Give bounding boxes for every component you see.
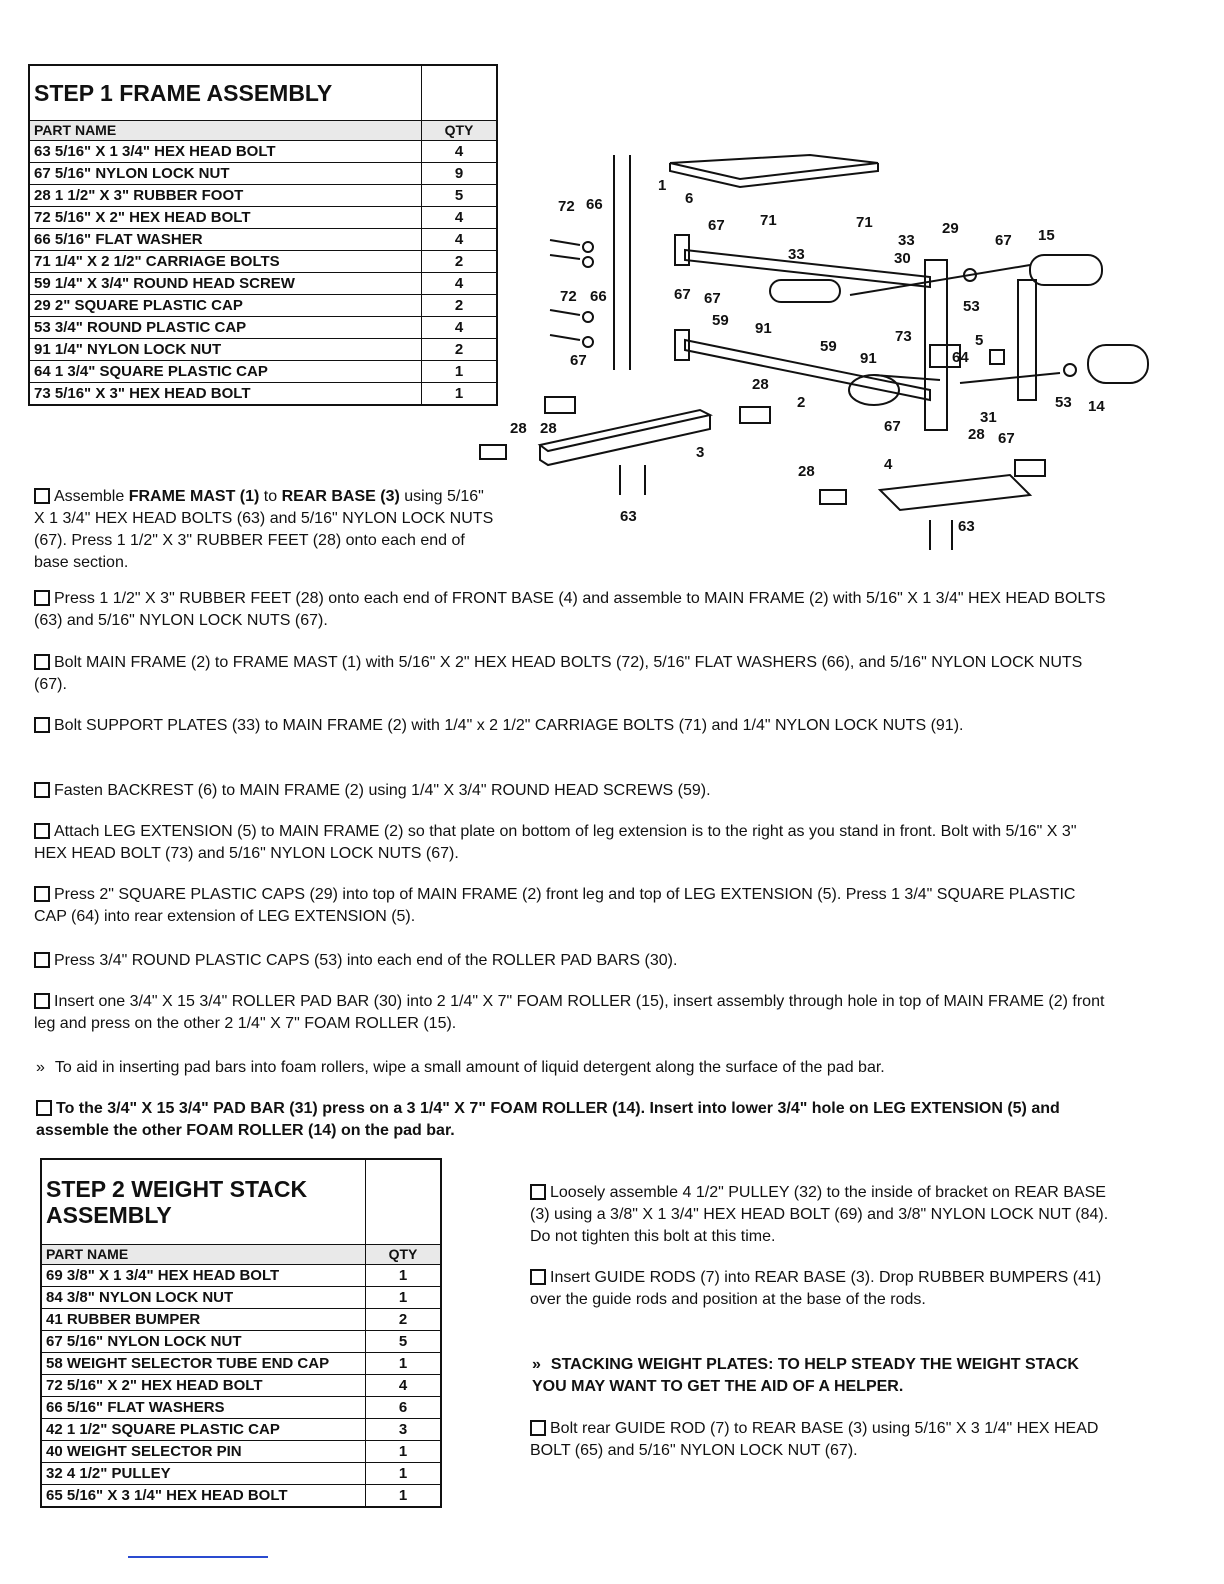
step1-title: STEP 1 FRAME ASSEMBLY bbox=[29, 65, 422, 121]
part-callout: 28 bbox=[510, 420, 527, 437]
part-callout: 67 bbox=[884, 418, 901, 435]
part-callout: 63 bbox=[620, 508, 637, 525]
qty-cell: 4 bbox=[366, 1375, 442, 1397]
step1-instruction-1: Assemble FRAME MAST (1) to REAR BASE (3) using 5/16" X 1 3/4" HEX HEAD BOLTS (63) and 5/16" NYLON LOCK NUTS (67). Press 1 1/2" X 3" RUBBER FEET (28) onto each end of base section. bbox=[34, 488, 494, 571]
qty-cell: 1 bbox=[422, 383, 498, 406]
table-row bbox=[29, 295, 497, 317]
step1-tip: » To aid in inserting pad bars into foam rollers, wipe a small amount of liquid detergent along the surface of the pad bar. bbox=[36, 1059, 885, 1076]
part-callout: 30 bbox=[894, 250, 911, 267]
table-row bbox=[29, 229, 497, 251]
step2-parts-table bbox=[40, 1158, 442, 1508]
qty-cell: 1 bbox=[366, 1485, 442, 1508]
checkbox[interactable] bbox=[530, 1420, 546, 1436]
step1-instruction-4: Bolt SUPPORT PLATES (33) to MAIN FRAME (2) with 1/4" x 2 1/2" CARRIAGE BOLTS (71) and 1/4" NYLON LOCK NUTS (91). bbox=[34, 715, 1110, 737]
qty-cell: 1 bbox=[366, 1463, 442, 1485]
part-name-cell: 84 3/8" NYLON LOCK NUT bbox=[41, 1287, 366, 1309]
part-name-cell: 41 RUBBER BUMPER bbox=[41, 1309, 366, 1331]
part-name-cell: 73 5/16" X 3" HEX HEAD BOLT bbox=[29, 383, 422, 406]
part-callout: 72 bbox=[560, 288, 577, 305]
step2-title-line2: ASSEMBLY bbox=[46, 1202, 172, 1228]
table-row bbox=[41, 1287, 441, 1309]
step1-instruction-7: Press 2" SQUARE PLASTIC CAPS (29) into top of MAIN FRAME (2) front leg and top of LEG EXTENSION (5). Press 1 3/4" SQUARE PLASTIC CAP (64) into rear extension of LEG EXTENSION (5). bbox=[34, 886, 1076, 925]
bullet-icon: » bbox=[532, 1356, 541, 1373]
qty-header: QTY bbox=[422, 121, 498, 141]
part-callout: 91 bbox=[755, 320, 772, 337]
part-callout: 53 bbox=[963, 298, 980, 315]
checkbox[interactable] bbox=[34, 488, 50, 504]
checkbox[interactable] bbox=[34, 654, 50, 670]
part-name-cell: 32 4 1/2" PULLEY bbox=[41, 1463, 366, 1485]
part-callout: 72 bbox=[558, 198, 575, 215]
table-row bbox=[41, 1485, 441, 1508]
part-name-header: PART NAME bbox=[41, 1245, 366, 1265]
part-name-cell: 91 1/4" NYLON LOCK NUT bbox=[29, 339, 422, 361]
table-row bbox=[41, 1397, 441, 1419]
qty-cell: 1 bbox=[422, 361, 498, 383]
table-row bbox=[29, 339, 497, 361]
bottom-rule bbox=[128, 1556, 268, 1558]
qty-cell: 5 bbox=[366, 1331, 442, 1353]
part-name-cell: 29 2" SQUARE PLASTIC CAP bbox=[29, 295, 422, 317]
qty-cell: 3 bbox=[366, 1419, 442, 1441]
part-name-cell: 42 1 1/2" SQUARE PLASTIC CAP bbox=[41, 1419, 366, 1441]
table-row bbox=[41, 1463, 441, 1485]
checkbox[interactable] bbox=[530, 1269, 546, 1285]
part-callout: 53 bbox=[1055, 394, 1072, 411]
step1-instruction-2: Press 1 1/2" X 3" RUBBER FEET (28) onto each end of FRONT BASE (4) and assemble to MAIN FRAME (2) with 5/16" X 1 3/4" HEX HEAD BOLTS (63) and 5/16" NYLON LOCK NUTS (67). bbox=[34, 590, 1106, 629]
part-callout: 1 bbox=[658, 177, 667, 194]
part-callout: 14 bbox=[1088, 398, 1105, 415]
part-callout: 67 bbox=[704, 290, 721, 307]
table-row bbox=[41, 1441, 441, 1463]
qty-cell: 2 bbox=[366, 1309, 442, 1331]
checkbox[interactable] bbox=[34, 782, 50, 798]
part-callout: 63 bbox=[958, 518, 975, 535]
part-callout: 71 bbox=[856, 214, 873, 231]
table-row bbox=[41, 1353, 441, 1375]
part-callout: 31 bbox=[980, 409, 997, 426]
checkbox[interactable] bbox=[34, 993, 50, 1009]
step1-parts-table bbox=[28, 64, 498, 406]
part-callout: 3 bbox=[696, 444, 705, 461]
part-callout: 29 bbox=[942, 220, 959, 237]
part-callout: 67 bbox=[998, 430, 1015, 447]
step1-instruction-6: Attach LEG EXTENSION (5) to MAIN FRAME (2) so that plate on bottom of leg extension is to the right as you stand in front. Bolt with 5/16" X 3" HEX HEAD BOLT (73) and 5/16" NYLON LOCK NUTS (67). bbox=[34, 823, 1077, 862]
part-name-cell: 59 1/4" X 3/4" ROUND HEAD SCREW bbox=[29, 273, 422, 295]
qty-cell: 4 bbox=[422, 229, 498, 251]
part-name-cell: 28 1 1/2" X 3" RUBBER FOOT bbox=[29, 185, 422, 207]
part-callout: 59 bbox=[820, 338, 837, 355]
part-callout: 59 bbox=[712, 312, 729, 329]
step2-title-line1: STEP 2 WEIGHT STACK bbox=[46, 1176, 308, 1202]
bullet-icon: » bbox=[36, 1059, 45, 1076]
qty-cell: 4 bbox=[422, 273, 498, 295]
part-callout: 5 bbox=[975, 332, 984, 349]
part-callout: 15 bbox=[1038, 227, 1055, 244]
part-name-cell: 63 5/16" X 1 3/4" HEX HEAD BOLT bbox=[29, 141, 422, 163]
table-row bbox=[41, 1375, 441, 1397]
part-callout: 28 bbox=[752, 376, 769, 393]
qty-cell: 5 bbox=[422, 185, 498, 207]
table-row bbox=[29, 317, 497, 339]
table-row bbox=[41, 1265, 441, 1287]
table-row bbox=[41, 1309, 441, 1331]
part-callout: 73 bbox=[895, 328, 912, 345]
part-callout: 71 bbox=[760, 212, 777, 229]
part-name-cell: 53 3/4" ROUND PLASTIC CAP bbox=[29, 317, 422, 339]
qty-cell: 2 bbox=[422, 339, 498, 361]
part-name-cell: 72 5/16" X 2" HEX HEAD BOLT bbox=[41, 1375, 366, 1397]
table-row bbox=[41, 1419, 441, 1441]
checkbox[interactable] bbox=[34, 886, 50, 902]
part-callout: 67 bbox=[708, 217, 725, 234]
step2-instruction-2: Insert GUIDE RODS (7) into REAR BASE (3). Drop RUBBER BUMPERS (41) over the guide rods and position at the base of the rods. bbox=[530, 1269, 1102, 1308]
qty-cell: 1 bbox=[366, 1441, 442, 1463]
step2-last-instruction: Bolt rear GUIDE ROD (7) to REAR BASE (3) using 5/16" X 3 1/4" HEX HEAD BOLT (65) and 5/16" NYLON LOCK NUT (67). bbox=[530, 1420, 1099, 1459]
qty-cell: 9 bbox=[422, 163, 498, 185]
checkbox[interactable] bbox=[34, 952, 50, 968]
part-callout: 28 bbox=[968, 426, 985, 443]
qty-cell: 1 bbox=[366, 1265, 442, 1287]
step1-instruction-8: Press 3/4" ROUND PLASTIC CAPS (53) into each end of the ROLLER PAD BARS (30). bbox=[34, 950, 1110, 972]
qty-cell: 2 bbox=[422, 251, 498, 273]
table-row bbox=[29, 185, 497, 207]
part-name-cell: 72 5/16" X 2" HEX HEAD BOLT bbox=[29, 207, 422, 229]
table-row bbox=[29, 163, 497, 185]
part-name-cell: 67 5/16" NYLON LOCK NUT bbox=[41, 1331, 366, 1353]
part-callout: 28 bbox=[798, 463, 815, 480]
part-name-cell: 69 3/8" X 1 3/4" HEX HEAD BOLT bbox=[41, 1265, 366, 1287]
table-row bbox=[29, 207, 497, 229]
step1-instruction-9: Insert one 3/4" X 15 3/4" ROLLER PAD BAR (30) into 2 1/4" X 7" FOAM ROLLER (15), insert assembly through hole in top of MAIN FRAME (2) front leg and press on the other 2 1/4" X 7" FOAM ROLLER (15). bbox=[34, 993, 1105, 1032]
step1-instruction-5: Fasten BACKREST (6) to MAIN FRAME (2) using 1/4" X 3/4" ROUND HEAD SCREWS (59). bbox=[34, 780, 1110, 802]
part-callout: 67 bbox=[995, 232, 1012, 249]
part-callout: 67 bbox=[570, 352, 587, 369]
checkbox[interactable] bbox=[530, 1184, 546, 1200]
part-callout: 4 bbox=[884, 456, 893, 473]
part-callout: 66 bbox=[590, 288, 607, 305]
qty-cell: 1 bbox=[366, 1353, 442, 1375]
table-row bbox=[41, 1331, 441, 1353]
part-callout: 2 bbox=[797, 394, 806, 411]
part-name-cell: 64 1 3/4" SQUARE PLASTIC CAP bbox=[29, 361, 422, 383]
checkbox[interactable] bbox=[36, 1100, 52, 1116]
part-callout: 28 bbox=[540, 420, 557, 437]
part-callout: 66 bbox=[586, 196, 603, 213]
frame-assembly-diagram bbox=[470, 145, 1170, 565]
table-row bbox=[29, 251, 497, 273]
part-callout: 33 bbox=[788, 246, 805, 263]
qty-cell: 1 bbox=[366, 1287, 442, 1309]
part-name-cell: 67 5/16" NYLON LOCK NUT bbox=[29, 163, 422, 185]
part-callout: 67 bbox=[674, 286, 691, 303]
step2-tip: » STACKING WEIGHT PLATES: TO HELP STEADY THE WEIGHT STACK YOU MAY WANT TO GET THE AID OF A HELPER. bbox=[532, 1356, 1079, 1395]
qty-cell: 4 bbox=[422, 141, 498, 163]
qty-cell: 2 bbox=[422, 295, 498, 317]
table-row bbox=[29, 383, 497, 406]
qty-cell: 4 bbox=[422, 317, 498, 339]
part-callout: 6 bbox=[685, 190, 694, 207]
step1-instruction-3: Bolt MAIN FRAME (2) to FRAME MAST (1) with 5/16" X 2" HEX HEAD BOLTS (72), 5/16" FLAT WASHERS (66), and 5/16" NYLON LOCK NUTS (67). bbox=[34, 654, 1083, 693]
part-name-header: PART NAME bbox=[29, 121, 422, 141]
part-name-cell: 40 WEIGHT SELECTOR PIN bbox=[41, 1441, 366, 1463]
checkbox[interactable] bbox=[34, 717, 50, 733]
part-name-cell: 58 WEIGHT SELECTOR TUBE END CAP bbox=[41, 1353, 366, 1375]
part-name-cell: 66 5/16" FLAT WASHER bbox=[29, 229, 422, 251]
checkbox[interactable] bbox=[34, 823, 50, 839]
qty-cell: 6 bbox=[366, 1397, 442, 1419]
part-callout: 91 bbox=[860, 350, 877, 367]
part-name-cell: 65 5/16" X 3 1/4" HEX HEAD BOLT bbox=[41, 1485, 366, 1508]
qty-cell: 4 bbox=[422, 207, 498, 229]
part-name-cell: 71 1/4" X 2 1/2" CARRIAGE BOLTS bbox=[29, 251, 422, 273]
part-callout: 33 bbox=[898, 232, 915, 249]
qty-header: QTY bbox=[366, 1245, 442, 1265]
part-name-cell: 66 5/16" FLAT WASHERS bbox=[41, 1397, 366, 1419]
part-callout: 64 bbox=[952, 349, 969, 366]
table-row bbox=[29, 141, 497, 163]
step1-last-instruction: To the 3/4" X 15 3/4" PAD BAR (31) press on a 3 1/4" X 7" FOAM ROLLER (14). Insert into lower 3/4" hole on LEG EXTENSION (5) and assemble the other FOAM ROLLER (14) on the pad bar. bbox=[36, 1100, 1060, 1139]
table-row bbox=[29, 361, 497, 383]
checkbox[interactable] bbox=[34, 590, 50, 606]
step2-instruction-1: Loosely assemble 4 1/2" PULLEY (32) to the inside of bracket on REAR BASE (3) using a 3/8" X 1 3/4" HEX HEAD BOLT (69) and 3/8" NYLON LOCK NUT (84). Do not tighten this bolt at this time. bbox=[530, 1184, 1109, 1245]
table-row bbox=[29, 273, 497, 295]
